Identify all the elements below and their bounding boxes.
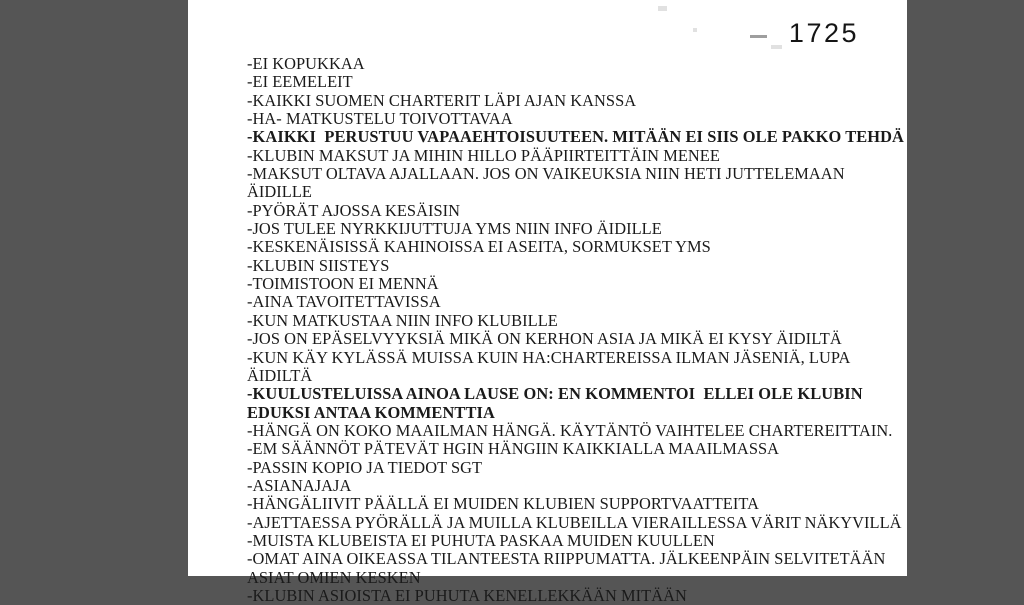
document-line: -PASSIN KOPIO JA TIEDOT SGT: [247, 457, 483, 477]
document-line: -HÄNGÄ ON KOKO MAAILMAN HÄNGÄ. KÄYTÄNTÖ VAIHTELEE CHARTEREITTAIN.: [247, 420, 893, 440]
scan-artifact-speck: [658, 6, 667, 11]
document-line: ASIAT OMIEN KESKEN: [247, 567, 421, 587]
document-line: -EI EEMELEIT: [247, 72, 353, 92]
document-line: -ASIANAJAJA: [247, 475, 352, 495]
page-number-header: [750, 16, 859, 50]
document-line: -MUISTA KLUBEISTA EI PUHUTA PASKAA MUIDEN KUULLEN: [247, 530, 715, 550]
document-line: -KAIKKI SUOMEN CHARTERIT LÄPI AJAN KANSSA: [247, 90, 637, 110]
scan-artifact-speck: [693, 28, 697, 32]
page-number: 1725: [788, 17, 859, 48]
document-line: -HA- MATKUSTELU TOIVOTTAVAA: [247, 109, 513, 129]
document-line: -AINA TAVOITETTAVISSA: [247, 292, 441, 312]
dash-mark-icon: [750, 35, 767, 38]
document-line: -JOS TULEE NYRKKIJUTTUJA YMS NIIN INFO ÄIDILLE: [247, 219, 662, 239]
document-line: -KLUBIN MAKSUT JA MIHIN HILLO PÄÄPIIRTEITTÄIN MENEE: [247, 145, 720, 165]
document-line: -TOIMISTOON EI MENNÄ: [247, 274, 439, 294]
document-line: -EI KOPUKKAA: [247, 54, 365, 73]
document-line: ÄIDILTÄ: [247, 365, 313, 385]
document-line: -OMAT AINA OIKEASSA TILANTEESTA RIIPPUMATTA. JÄLKEENPÄIN SELVITETÄÄN: [247, 549, 886, 569]
document-body: [247, 55, 902, 605]
document-line: -JOS ON EPÄSELVYYKSIÄ MIKÄ ON KERHON ASIA JA MIKÄ EI KYSY ÄIDILTÄ: [247, 329, 842, 349]
document-line: ÄIDILLE: [247, 182, 312, 202]
scanned-page: [188, 0, 907, 605]
document-line: -KUN KÄY KYLÄSSÄ MUISSA KUIN HA:CHARTEREISSA ILMAN JÄSENIÄ, LUPA: [247, 347, 851, 367]
document-line: -KLUBIN ASIOISTA EI PUHUTA KENELLEKKÄÄN MITÄÄN: [247, 585, 687, 605]
document-line: -KESKENÄISISSÄ KAHINOISSA EI ASEITA, SORMUKSET YMS: [247, 237, 711, 257]
document-line: -MAKSUT OLTAVA AJALLAAN. JOS ON VAIKEUKSIA NIIN HETI JUTTELEMAAN: [247, 164, 845, 184]
document-line: -EM SÄÄNNÖT PÄTEVÄT HGIN HÄNGIIN KAIKKIALLA MAAILMASSA: [247, 439, 780, 459]
document-line: -AJETTAESSA PYÖRÄLLÄ JA MUILLA KLUBEILLA VIERAILLESSA VÄRIT NÄKYVILLÄ: [247, 512, 902, 532]
document-line: -KUULUSTELUISSA AINOA LAUSE ON: EN KOMMENTOI ELLEI OLE KLUBIN: [247, 384, 863, 404]
document-line: -KAIKKI PERUSTUU VAPAAEHTOISUUTEEN. MITÄÄN EI SIIS OLE PAKKO TEHDÄ: [247, 127, 904, 147]
document-line: -KLUBIN SIISTEYS: [247, 255, 390, 275]
document-line: EDUKSI ANTAA KOMMENTTIA: [247, 402, 495, 422]
document-line: -KUN MATKUSTAA NIIN INFO KLUBILLE: [247, 310, 558, 330]
document-line: -PYÖRÄT AJOSSA KESÄISIN: [247, 200, 461, 220]
document-line: -HÄNGÄLIIVIT PÄÄLLÄ EI MUIDEN KLUBIEN SUPPORTVAATTEITA: [247, 494, 759, 514]
